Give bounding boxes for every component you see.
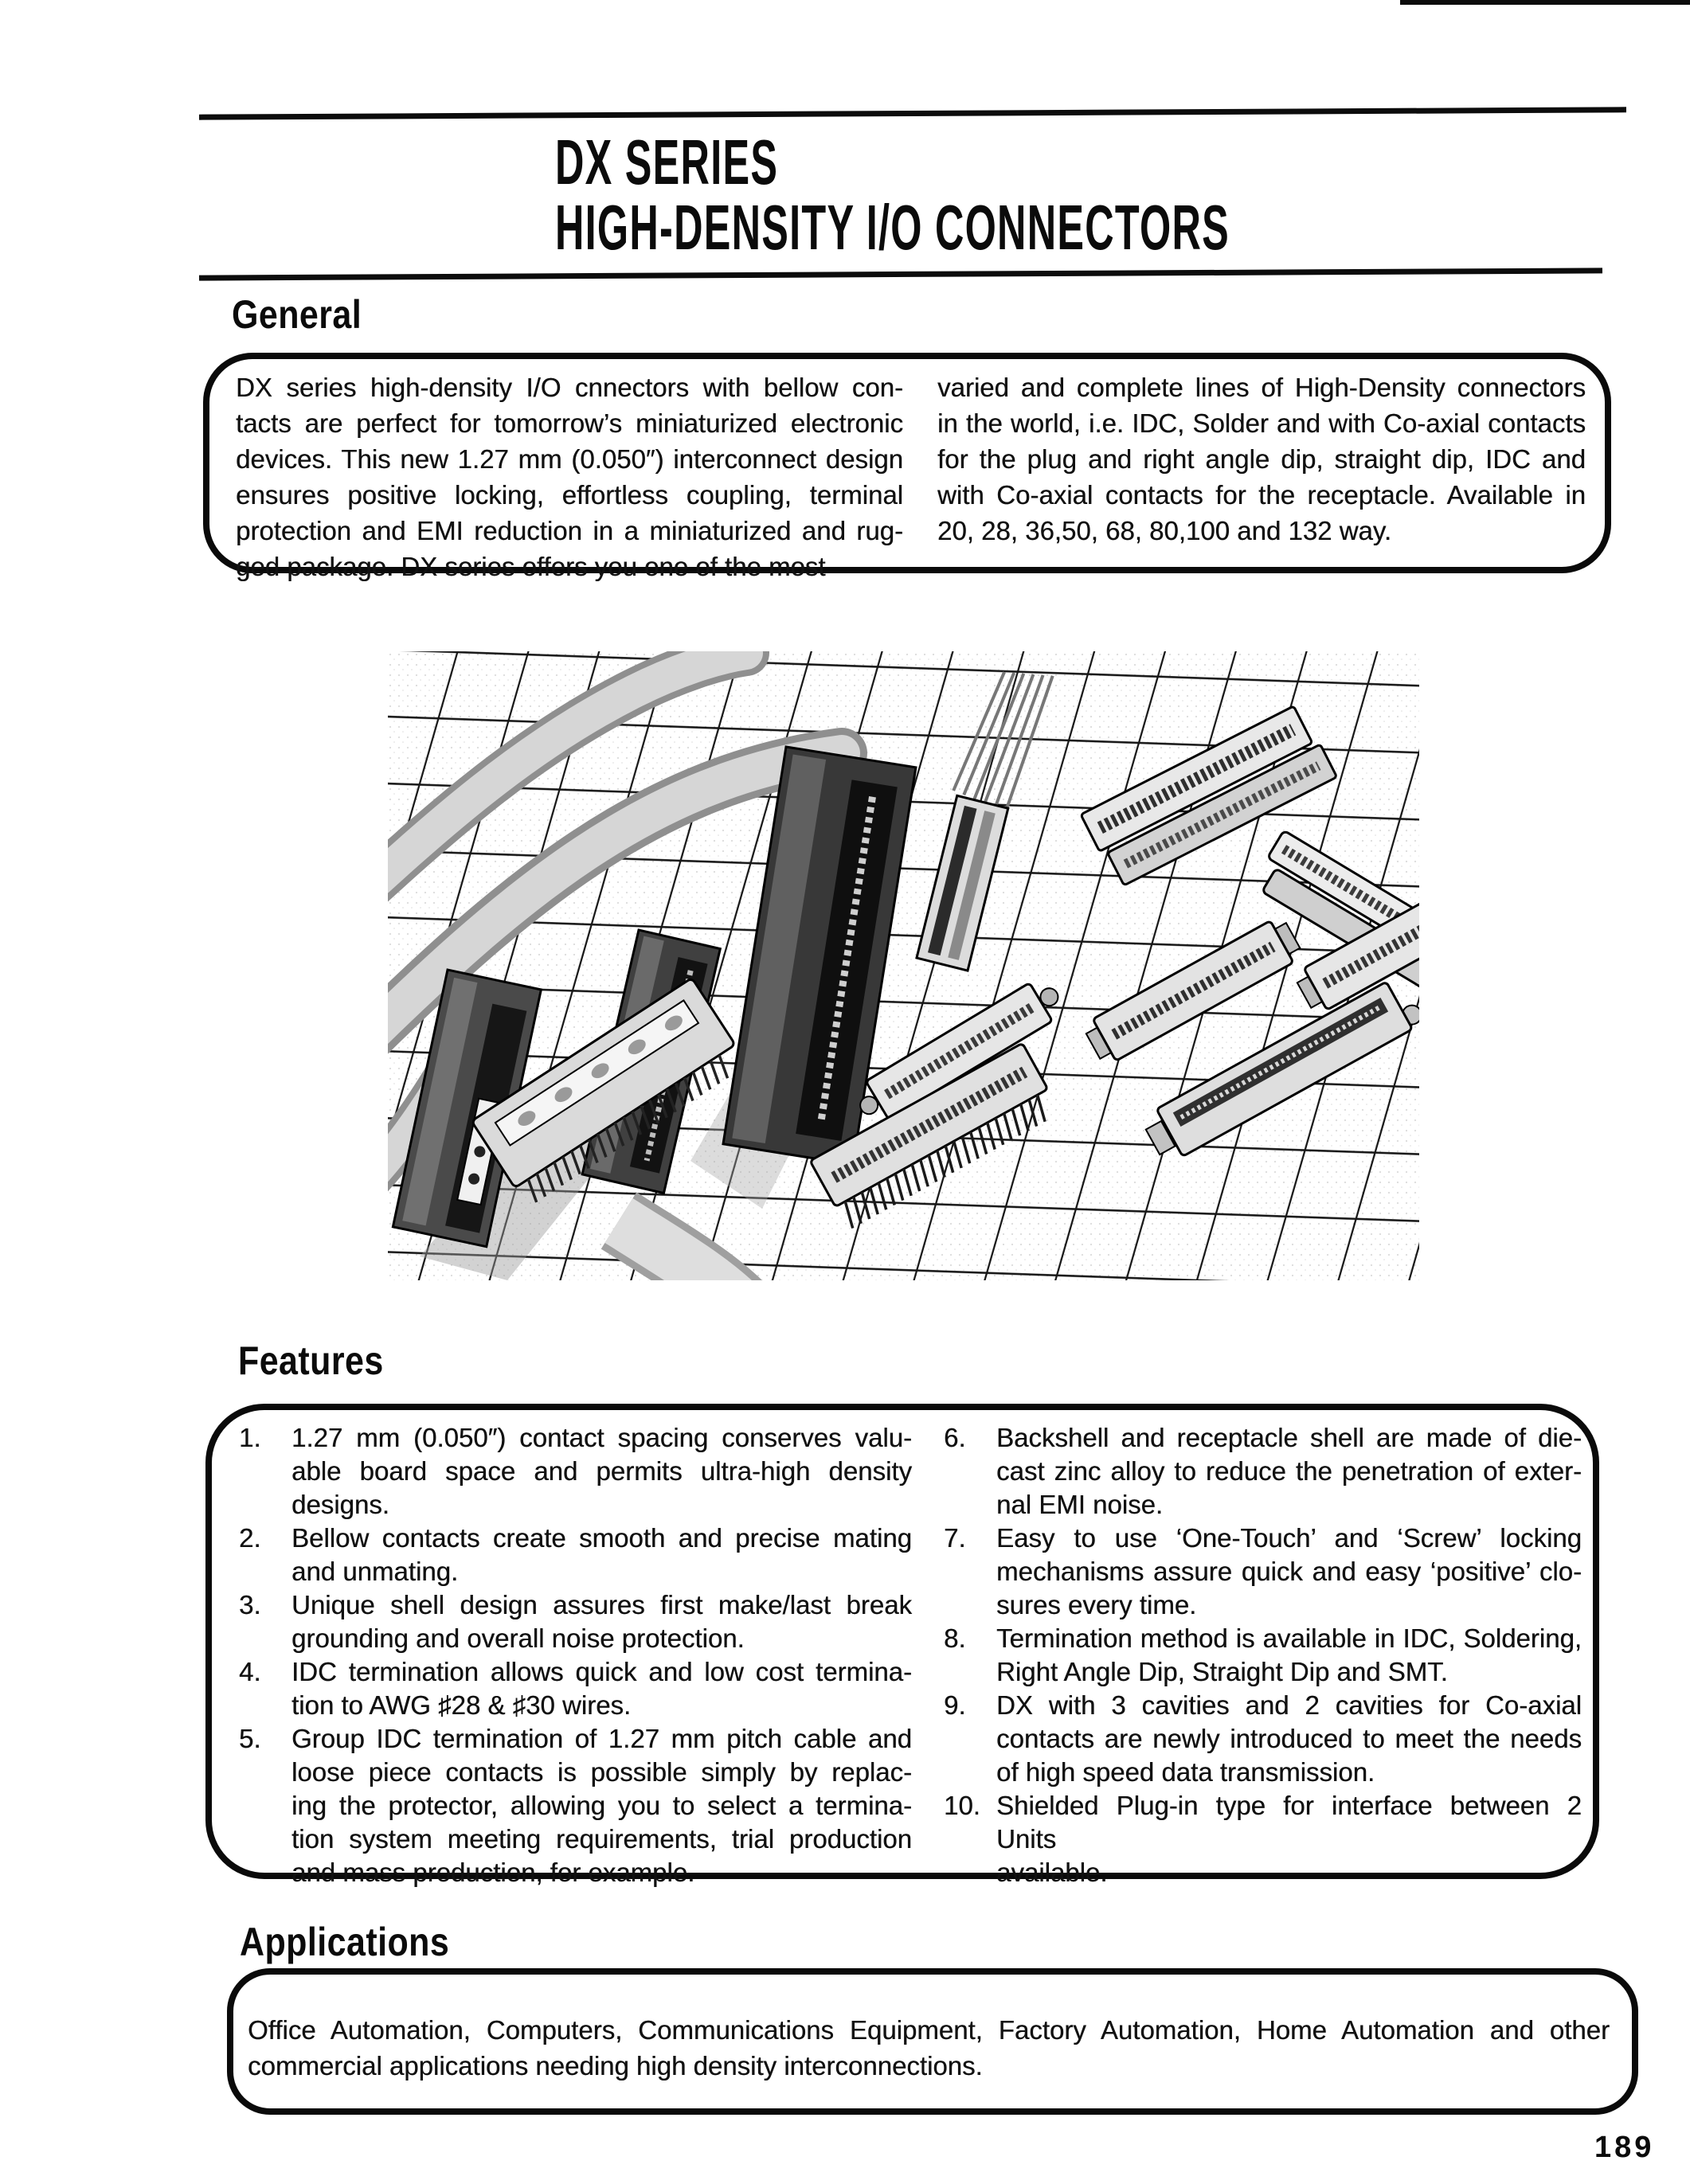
applications-text: Office Automation, Computers, Communications Equipment, Factory Automation, Home Automation and other commercial applications needing high density interconnections.	[248, 2015, 1610, 2080]
feature-number: 10.	[944, 1791, 980, 1820]
feature-text: Termination method is available in IDC, Soldering, Right Angle Dip, Straight Dip and SMT.	[996, 1623, 1582, 1686]
feature-item	[239, 1588, 912, 1655]
feature-item	[944, 1689, 1582, 1789]
feature-item	[239, 1655, 912, 1722]
general-left-column: DX series high-density I/O cnnectors with bellow con- tacts are perfect for tomorrow’s miniaturized electronic devices. This new 1.27 mm (0.050″) interconnect design ensures positive locking, effortless coupling, terminal protection and EMI reduction in a miniaturized and rug- ged package. DX series offers you one of the most	[236, 373, 903, 581]
feature-text: 1.27 mm (0.050″) contact spacing conserves valu- able board space and permits ultra-high density designs.	[291, 1423, 912, 1519]
applications-box	[227, 1968, 1638, 2115]
features-heading: Features	[238, 1338, 384, 1383]
feature-item	[944, 1789, 1582, 1889]
feature-number: 5.	[239, 1724, 261, 1753]
feature-item	[944, 1522, 1582, 1622]
feature-item	[944, 1622, 1582, 1689]
feature-number: 9.	[944, 1690, 966, 1720]
feature-text: IDC termination allows quick and low cost termina- tion to AWG ♯28 & ♯30 wires.	[291, 1657, 912, 1720]
features-right-column	[944, 1421, 1582, 1887]
feature-number: 6.	[944, 1423, 966, 1452]
applications-heading: Applications	[240, 1920, 450, 1964]
feature-item	[944, 1421, 1582, 1522]
series-subtitle: HIGH-DENSITY I/O CONNECTORS	[555, 192, 1230, 263]
feature-number: 3.	[239, 1590, 261, 1619]
feature-item	[239, 1722, 912, 1889]
general-heading: General	[232, 292, 362, 337]
feature-text: Backshell and receptacle shell are made of die- cast zinc alloy to reduce the penetration of exter- nal EMI noise.	[996, 1423, 1582, 1519]
general-right-column: varied and complete lines of High-Density connectors in the world, i.e. IDC, Solder and with Co-axial contacts for the plug and right angle dip, straight dip, IDC and with Co-axial contacts for the receptacle. Available in 20, 28, 36,50, 68, 80,100 and 132 way.	[937, 373, 1586, 545]
feature-text: Bellow contacts create smooth and precise mating and unmating.	[291, 1523, 912, 1586]
feature-number: 8.	[944, 1623, 966, 1653]
connectors-photo	[388, 651, 1419, 1280]
feature-number: 4.	[239, 1657, 261, 1686]
feature-item	[239, 1421, 912, 1522]
feature-number: 1.	[239, 1423, 261, 1452]
feature-text: Shielded Plug-in type for interface between 2 Units available.	[996, 1791, 1582, 1887]
connectors-photo-art	[388, 651, 1419, 1280]
features-left-column	[239, 1421, 912, 1887]
features-box	[205, 1404, 1599, 1887]
page-number: 189	[1594, 2131, 1655, 2164]
general-box	[203, 353, 1611, 581]
header-rule-bottom	[199, 268, 1602, 280]
top-right-rule	[1400, 0, 1690, 5]
header-rule-top	[199, 107, 1626, 119]
series-title: DX SERIES	[555, 127, 779, 197]
feature-text: DX with 3 cavities and 2 cavities for Co-axial contacts are newly introduced to meet the needs of high speed data transmission.	[996, 1690, 1582, 1787]
feature-text: Unique shell design assures first make/last break grounding and overall noise protection.	[291, 1590, 912, 1653]
feature-text: Group IDC termination of 1.27 mm pitch cable and loose piece contacts is possible simply by replac- ing the protector, allowing you to select a termina- tion system meeting requirements, trial production and mass production, for example.	[291, 1724, 912, 1887]
feature-number: 7.	[944, 1523, 966, 1553]
feature-text: Easy to use ‘One-Touch’ and ‘Screw’ locking mechanisms assure quick and easy ‘positive’ clo- sures every time.	[996, 1523, 1582, 1619]
feature-number: 2.	[239, 1523, 261, 1553]
feature-item	[239, 1522, 912, 1588]
